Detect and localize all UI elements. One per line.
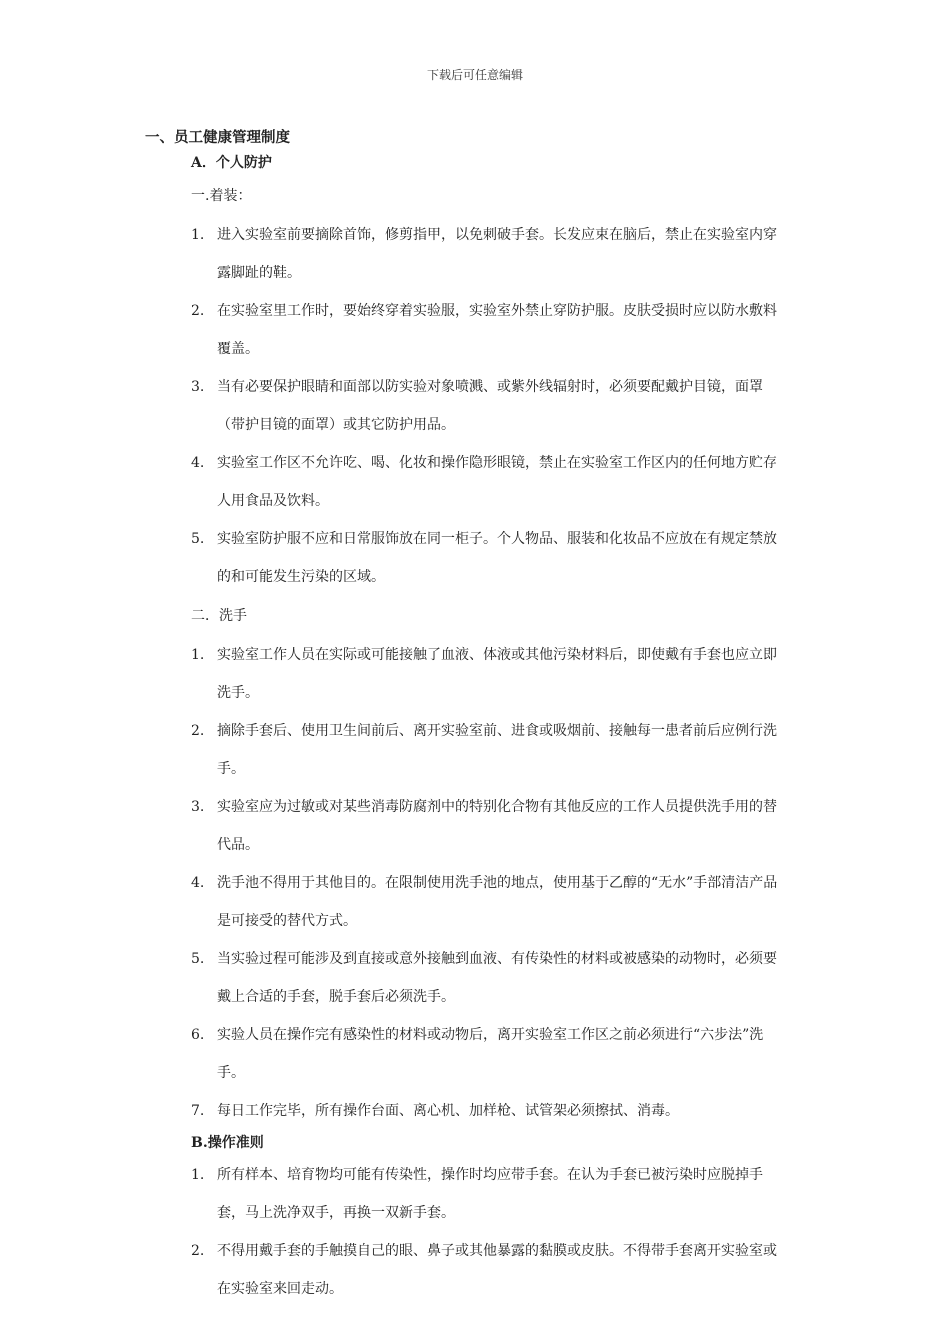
list-item	[191, 636, 785, 712]
list-item-number: 5.	[191, 531, 205, 547]
list-item-number: 2.	[191, 303, 205, 319]
subsection-heading: 一.着装：	[191, 188, 252, 204]
list-item-number: 1.	[191, 1167, 205, 1183]
list-item-number: 5.	[191, 951, 205, 967]
header-note: 下载后可任意编辑	[426, 68, 523, 82]
list-item	[191, 864, 785, 940]
list-item-text: 实验人员在操作完有感染性的材料或动物后，离开实验室工作区之前必须进行“六步法”洗手。	[217, 1027, 764, 1081]
subsection-heading: 二．洗手	[191, 608, 247, 624]
list-item	[191, 216, 785, 292]
list-item	[191, 1092, 785, 1130]
list-item-text: 摘除手套后、使用卫生间前后、离开实验室前、进食或吸烟前、接触每一患者前后应例行洗手。	[217, 723, 777, 777]
list-item-text: 当实验过程可能涉及到直接或意外接触到血液、有传染性的材料或被感染的动物时，必须要戴上合适的手套，脱手套后必须洗手。	[217, 951, 777, 1005]
section-a-heading: A．个人防护	[191, 155, 272, 171]
list-item	[191, 444, 785, 520]
list-item-number: 4.	[191, 455, 205, 471]
list-item-text: 进入实验室前要摘除首饰，修剪指甲，以免刺破手套。长发应束在脑后，禁止在实验室内穿露脚趾的鞋。	[217, 227, 777, 281]
list-item-text: 不得用戴手套的手触摸自己的眼、鼻子或其他暴露的黏膜或皮肤。不得带手套离开实验室或在实验室来回走动。	[217, 1243, 777, 1297]
list-item-number: 2.	[191, 723, 205, 739]
list-item-number: 1.	[191, 647, 205, 663]
list-item	[191, 1016, 785, 1092]
list-item-number: 4.	[191, 875, 205, 891]
list-item-text: 所有样本、培育物均可能有传染性，操作时均应带手套。在认为手套已被污染时应脱掉手套，马上洗净双手，再换一双新手套。	[217, 1167, 763, 1221]
list-item-text: 洗手池不得用于其他目的。在限制使用洗手池的地点，使用基于乙醇的“无水”手部清洁产品是可接受的替代方式。	[217, 875, 778, 929]
list-item-text: 当有必要保护眼睛和面部以防实验对象喷溅、或紫外线辐射时，必须要配戴护目镜，面罩（带护目镜的面罩）或其它防护用品。	[217, 379, 763, 433]
list-item-text: 每日工作完毕，所有操作台面、离心机、加样枪、试管架必须擦拭、消毒。	[217, 1103, 679, 1119]
list-item-text: 实验室应为过敏或对某些消毒防腐剂中的特别化合物有其他反应的工作人员提供洗手用的替代品。	[217, 799, 777, 853]
list-item	[191, 788, 785, 864]
list-item-number: 3.	[191, 379, 205, 395]
list-item	[191, 940, 785, 1016]
list-item-text: 实验室防护服不应和日常服饰放在同一柜子。个人物品、服装和化妆品不应放在有规定禁放的和可能发生污染的区域。	[217, 531, 777, 585]
list-item-number: 1.	[191, 227, 205, 243]
list-item	[191, 520, 785, 596]
list-item-text: 实验室工作区不允许吃、喝、化妆和操作隐形眼镜，禁止在实验室工作区内的任何地方贮存人用食品及饮料。	[217, 455, 777, 509]
document-body	[145, 126, 795, 1308]
list-item-number: 6.	[191, 1027, 205, 1043]
list-item-number: 7.	[191, 1103, 205, 1119]
list-item	[191, 292, 785, 368]
section-b-heading: B.操作准则	[191, 1135, 264, 1151]
list-item-number: 3.	[191, 799, 205, 815]
list-item	[191, 712, 785, 788]
list-item	[191, 1156, 785, 1232]
list-item	[191, 368, 785, 444]
list-item-number: 2.	[191, 1243, 205, 1259]
list-item	[191, 1232, 785, 1308]
list-item-text: 实验室工作人员在实际或可能接触了血液、体液或其他污染材料后，即使戴有手套也应立即洗手。	[217, 647, 777, 701]
document-title: 一、员工健康管理制度	[145, 129, 290, 146]
list-item-text: 在实验室里工作时，要始终穿着实验服，实验室外禁止穿防护服。皮肤受损时应以防水敷料覆盖。	[217, 303, 777, 357]
